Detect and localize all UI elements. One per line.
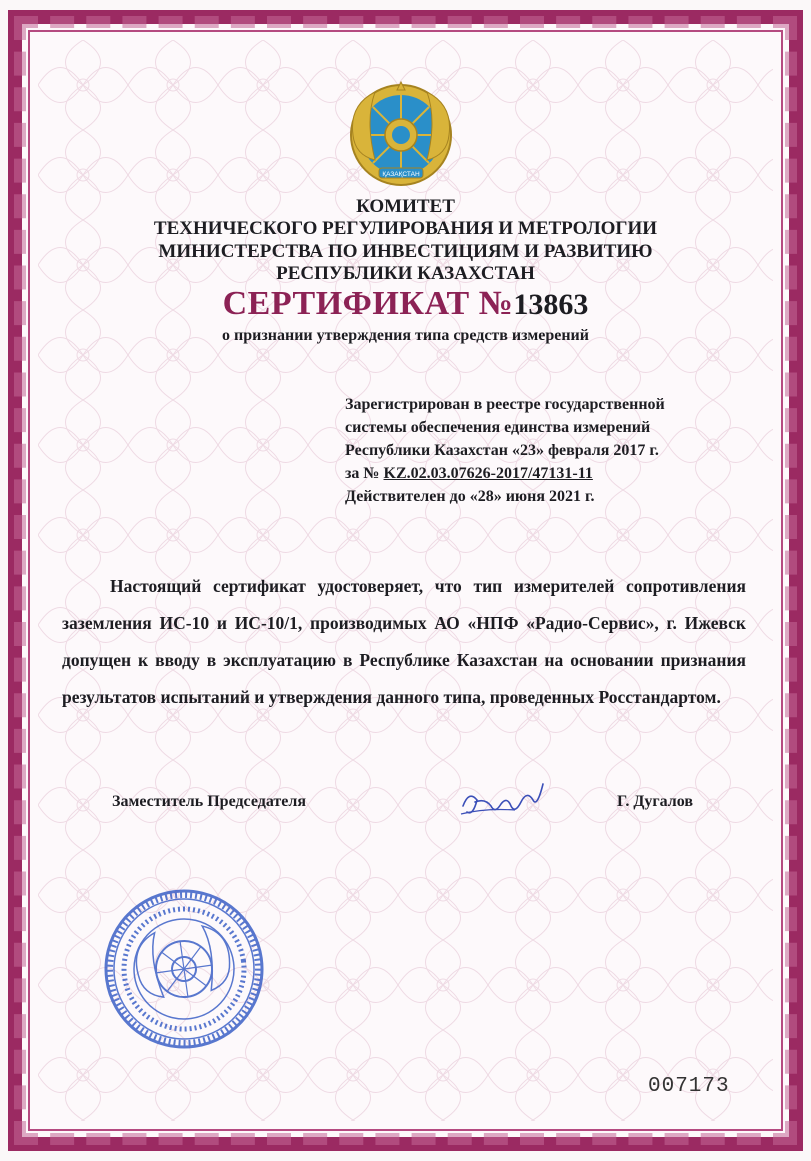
certificate-subtitle: о признании утверждения типа средств измерений xyxy=(222,327,589,344)
signatory-role: Заместитель Председателя xyxy=(112,793,307,810)
registration-line-2: системы обеспечения единства измерений xyxy=(345,419,651,436)
registration-number: KZ.02.03.07626-2017/47131-11 xyxy=(383,465,593,482)
kazakhstan-state-emblem-icon xyxy=(345,80,457,190)
committee-line-3: МИНИСТЕРСТВА ПО ИНВЕСТИЦИЯМ И РАЗВИТИЮ xyxy=(158,241,653,262)
certificate-body xyxy=(62,568,746,716)
registration-number-prefix: за № xyxy=(345,465,384,482)
committee-line-4: РЕСПУБЛИКИ КАЗАХСТАН xyxy=(276,263,535,284)
registration-line-3: Республики Казахстан «23» февраля 2017 г. xyxy=(345,442,659,459)
registration-line-1: Зарегистрирован в реестре государственной xyxy=(345,396,665,413)
certificate-word: СЕРТИФИКАТ № xyxy=(222,285,514,322)
official-seal-stamp-icon xyxy=(94,884,274,1054)
validity-line: Действителен до «28» июня 2021 г. xyxy=(345,488,595,505)
handwritten-signature xyxy=(455,776,550,826)
serial-number: 007173 xyxy=(648,1075,730,1098)
certificate-title xyxy=(0,285,811,323)
certificate-number: 13863 xyxy=(513,288,589,321)
body-paragraph: Настоящий сертификат удостоверяет, что тип измерителей сопротивления заземления ИС-10 и ИС-10/1, производимых АО «НПФ «Радио-Сервис», г. Ижевск допущен к вводу в эксплуатацию в Республике Казахстан на основании признания результатов испытаний и утверждения данного типа, проведенных Росстандартом. xyxy=(62,576,746,707)
committee-line-2: ТЕХНИЧЕСКОГО РЕГУЛИРОВАНИЯ И МЕТРОЛОГИИ xyxy=(153,218,658,239)
registration-line-4 xyxy=(345,462,775,485)
registration-block xyxy=(345,393,775,508)
committee-title: КОМИТЕТ xyxy=(356,196,455,217)
signatory-name: Г. Дугалов xyxy=(617,793,694,810)
svg-text:ҚАЗАҚСТАН: ҚАЗАҚСТАН xyxy=(382,171,420,178)
